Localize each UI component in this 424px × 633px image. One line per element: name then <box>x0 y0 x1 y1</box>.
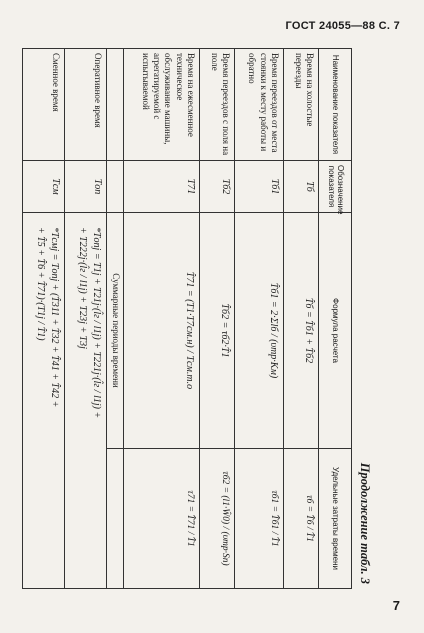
table-row <box>235 49 284 589</box>
table-row <box>23 49 65 589</box>
row-name: Время на ежесменное техническое обслуживание машины, агрегатируемой с испытываемой <box>124 49 199 161</box>
row-symbol: Tб <box>283 161 318 213</box>
row-formula: T̂71 = (T1·T7см.н) / Tсм.т.о <box>124 213 199 449</box>
formula-line: + T222j·(l̂г / l1j) + T23j + T3j <box>76 227 88 349</box>
col-header-name: Наименование показателя <box>319 49 352 161</box>
row-symbol: T71 <box>124 161 199 213</box>
row-name: Время переездов с поля на поле <box>199 49 234 161</box>
row-symbol: Tб1 <box>235 161 284 213</box>
row-name: Время переездов от места стоянки к месту работы и обратно <box>235 49 284 161</box>
formula-line: *Tсмj = Tопj + (T̂311 + T̂32 + T̂41 + T̂42 + <box>48 227 60 408</box>
row-name: Время на холостые переезды <box>283 49 318 161</box>
table-caption: Продолжение табл. 3 <box>358 462 372 584</box>
row-specific: τ71 = T̂71 / T̂1 <box>124 449 199 589</box>
table-row <box>283 49 318 589</box>
formula-line: + T̂5 + T̂6 + T̂71)·(T1j / T̂1) <box>34 227 46 341</box>
section-title: Суммарные периоды времени <box>106 213 124 449</box>
data-table <box>22 48 352 589</box>
rotated-table-page <box>22 48 374 588</box>
row-formula: T̂б1 = 2·Σlб / (υтр·Kм) <box>235 213 284 449</box>
formula-line: *Tопj = T1j + T21j·(l̂г / l1j) + T221j·(l̂г / l1j) + <box>90 227 102 419</box>
row-formula: T̂б2 = τб2·T̂1 <box>199 213 234 449</box>
col-header-symbol: Обозначение показателя <box>319 161 352 213</box>
table-row <box>199 49 234 589</box>
row-symbol: Tоп <box>64 161 106 213</box>
col-header-specific: Удельные затраты времени <box>319 449 352 589</box>
page-header: ГОСТ 24055—88 С. 7 <box>285 20 400 32</box>
row-symbol: Tб2 <box>199 161 234 213</box>
section-row <box>106 49 124 589</box>
row-symbol: Tсм <box>23 161 65 213</box>
row-formula <box>64 213 106 589</box>
row-name: Оперативное время <box>64 49 106 161</box>
table-row <box>124 49 199 589</box>
table-header-row <box>319 49 352 589</box>
col-header-formula: Формула расчета <box>319 213 352 449</box>
page-number: 7 <box>392 598 400 613</box>
row-specific: τб = T̂б / T̂1 <box>283 449 318 589</box>
row-specific: τб2 = (l1·Ŵ0) / (υтр·Sп) <box>199 449 234 589</box>
table-row <box>64 49 106 589</box>
row-formula: T̂б = T̂б1 + T̂б2 <box>283 213 318 449</box>
row-name: Сменное время <box>23 49 65 161</box>
row-specific: τб1 = T̂б1 / T̂1 <box>235 449 284 589</box>
row-formula <box>23 213 65 589</box>
